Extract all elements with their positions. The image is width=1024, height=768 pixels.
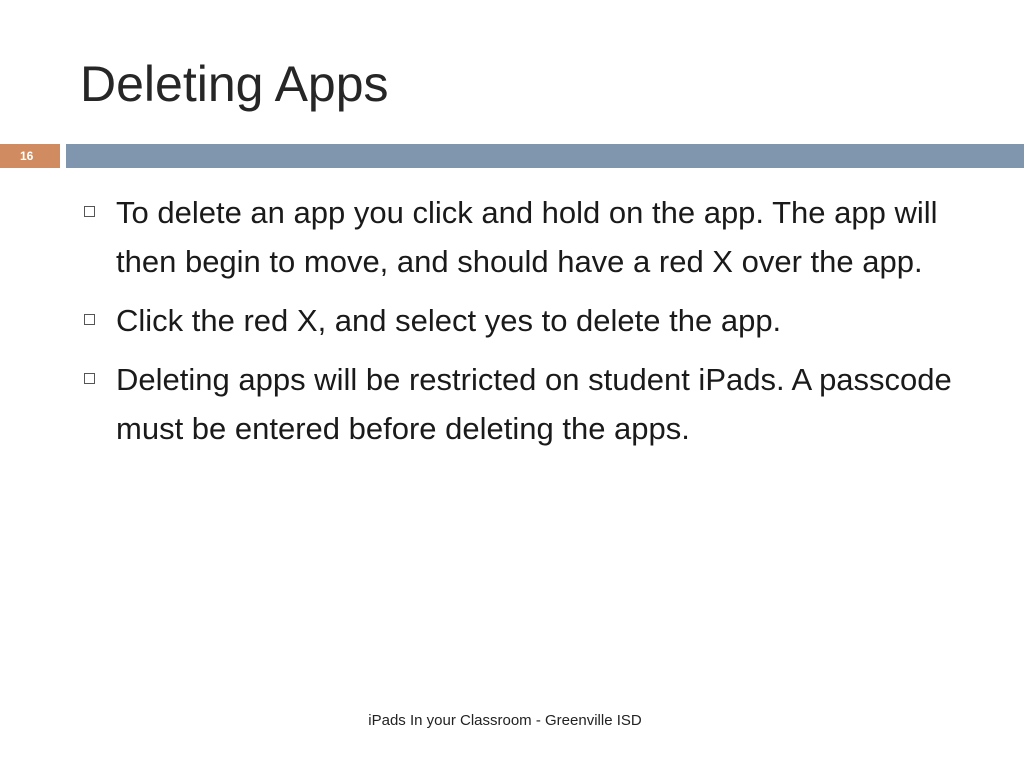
bullet-item: [82, 188, 982, 286]
slide-title: Deleting Apps: [80, 56, 389, 112]
hollow-square-icon: [84, 206, 95, 217]
accent-bar: [66, 144, 1024, 168]
bullet-text: Deleting apps will be restricted on student iPads. A passcode must be entered before deleting the apps.: [116, 362, 952, 446]
bullet-item: [82, 355, 982, 453]
bullet-list: [82, 188, 982, 463]
slide-footer: iPads In your Classroom - Greenville ISD: [368, 712, 642, 729]
bullet-text: Click the red X, and select yes to delete the app.: [116, 303, 782, 338]
hollow-square-icon: [84, 373, 95, 384]
hollow-square-icon: [84, 314, 95, 325]
bullet-text: To delete an app you click and hold on the app. The app will then begin to move, and should have a red X over the app.: [116, 195, 938, 279]
bullet-item: [82, 296, 982, 345]
slide-number-badge: [0, 144, 60, 168]
slide-number: 16: [20, 149, 34, 163]
